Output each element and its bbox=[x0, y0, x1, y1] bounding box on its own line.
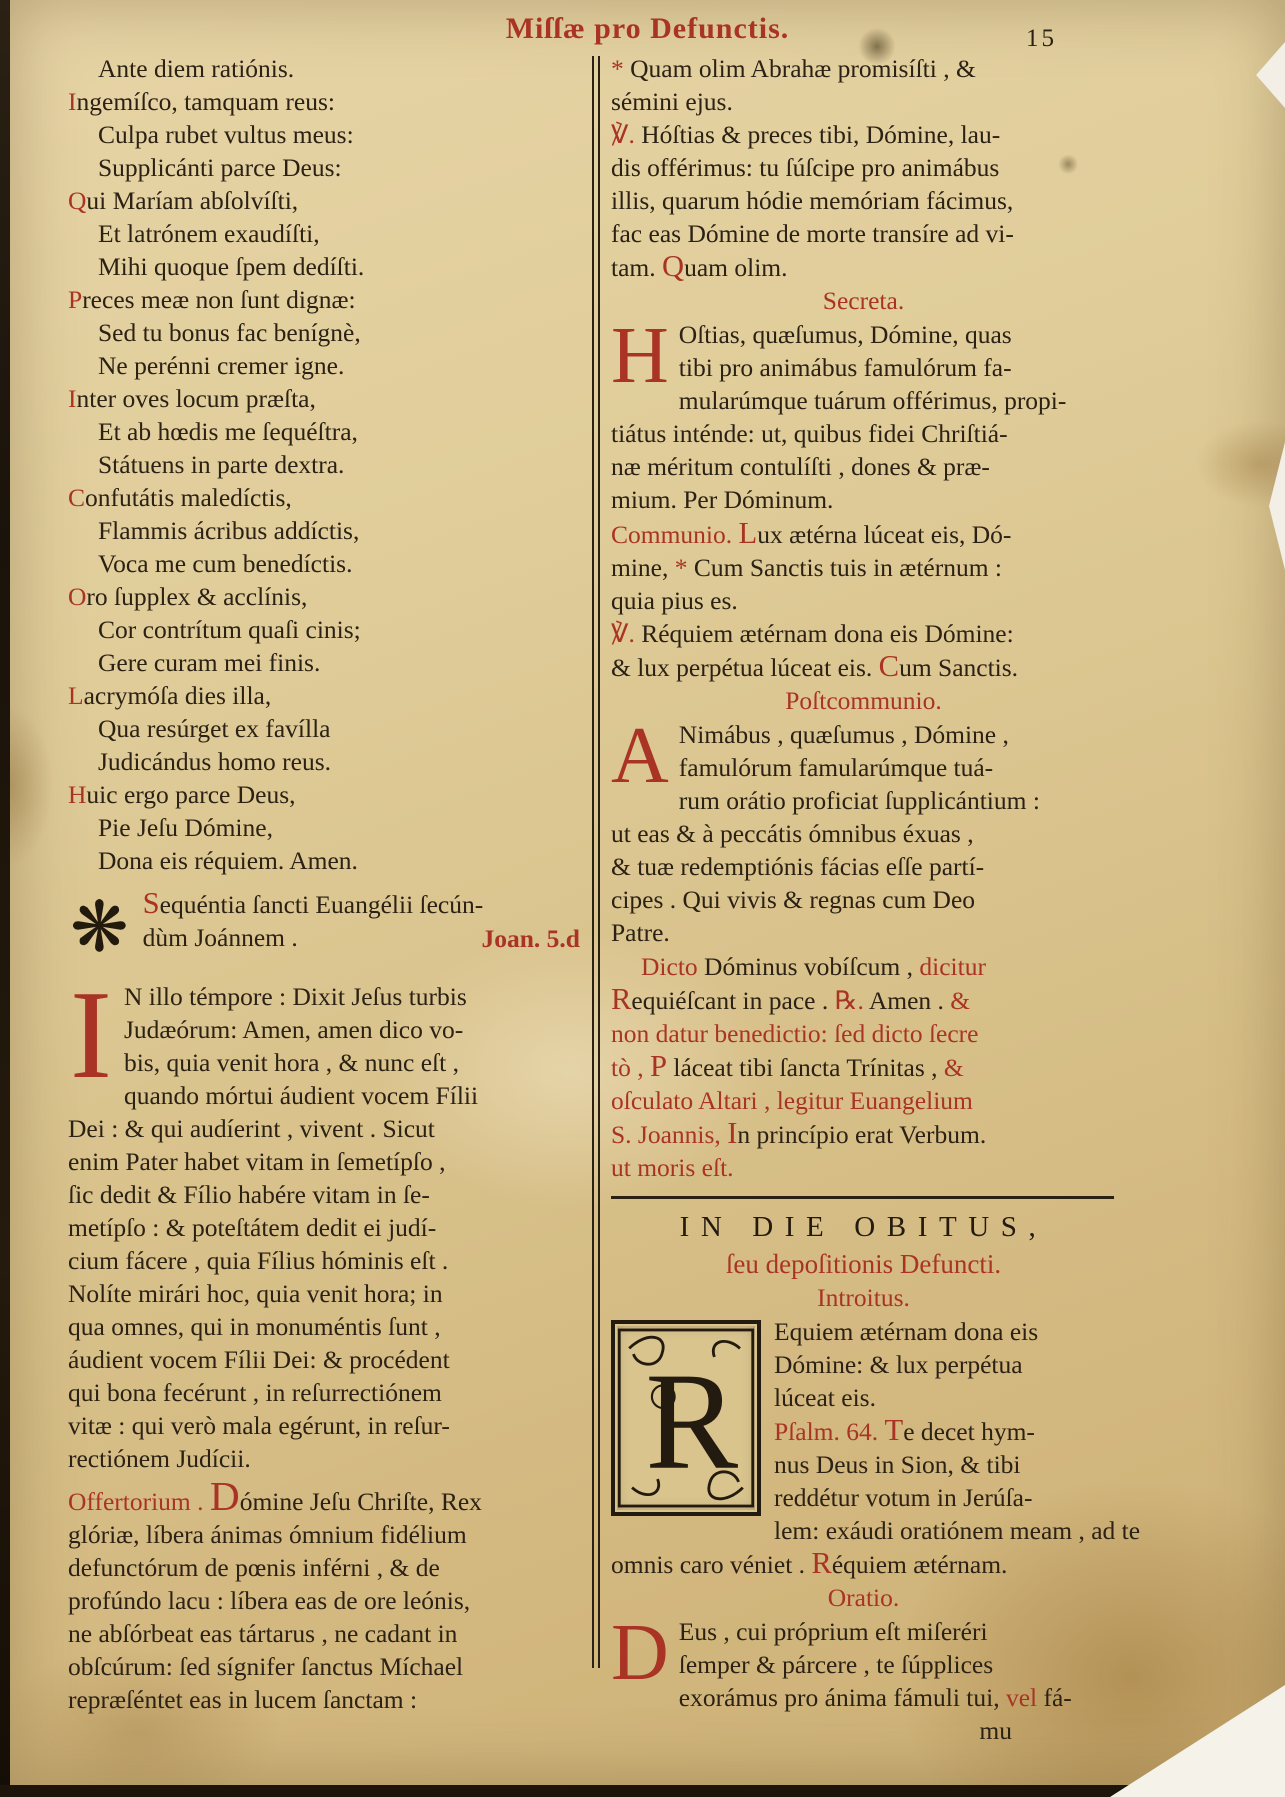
text-line: profúndo lacu : líbera eas de ore leónis, bbox=[68, 1586, 471, 1615]
text-line: Qua resúrget ex favílla bbox=[98, 714, 331, 743]
printer-ornament-icon: ❋ bbox=[70, 886, 129, 968]
text-line: dùm Joánnem . bbox=[142, 923, 298, 952]
page-number: 15 bbox=[1026, 25, 1057, 52]
text-line: defunctórum de pœnis inférni , & de bbox=[68, 1553, 440, 1582]
text-line: Ingemíſco, tamquam reus: bbox=[68, 87, 335, 116]
drop-cap-I: I bbox=[70, 966, 112, 1105]
text-line: Offertorium . Dómine Jeſu Chriſte, Rex bbox=[68, 1473, 482, 1519]
text-line: omnis caro véniet . Réquiem ætérnam. bbox=[611, 1546, 1008, 1580]
oratio-paragraph bbox=[611, 1609, 1116, 1714]
text-line: & lux perpétua lúceat eis. Cum Sanctis. bbox=[611, 649, 1019, 683]
secreta-heading: Secreta. bbox=[822, 286, 905, 315]
text-line: Cor contrítum quaſi cinis; bbox=[98, 615, 361, 644]
text-line: Pſalm. 64. Te decet hym- bbox=[774, 1413, 1035, 1447]
text-line: Supplicánti parce Deus: bbox=[98, 153, 342, 182]
text-line: reddétur votum in Jerúſa- bbox=[774, 1483, 1033, 1512]
text-line: repræſéntet eas in lucem ſanctam : bbox=[68, 1685, 418, 1714]
text-line: exorámus pro ánima fámuli tui, vel fá- bbox=[678, 1683, 1072, 1712]
text-line: Et latrónem exaudíſti, bbox=[98, 219, 320, 248]
text-line: áudient vocem Fílii Dei: & procédent bbox=[68, 1345, 450, 1374]
text-line: cium fácere , quia Fílius hóminis eſt . bbox=[68, 1246, 449, 1275]
text-line: Nolíte mirári hoc, quia venit hora; in bbox=[68, 1279, 443, 1308]
text-line: Dona eis réquiem. Amen. bbox=[98, 846, 358, 875]
text-line: ℣. Hóſtias & preces tibi, Dómine, lau- bbox=[611, 120, 1001, 149]
text-line: næ méritum contulíſti , dones & præ- bbox=[611, 452, 990, 481]
text-line: bis, quia venit hora , & nunc eſt , bbox=[123, 1048, 459, 1077]
text-line: Oſtias, quæſumus, Dómine, quas bbox=[678, 320, 1012, 349]
text-line: Dicto Dóminus vobíſcum , dicitur bbox=[641, 952, 986, 981]
text-line: Communio. Lux ætérna lúceat eis, Dó- bbox=[611, 516, 1012, 550]
text-line: ſemper & párcere , te ſúpplices bbox=[678, 1650, 994, 1679]
text-line: non datur benedictio: ſed dicto ſecre bbox=[611, 1019, 979, 1048]
sequentia-heading-block bbox=[68, 887, 582, 975]
text-line: Culpa rubet vultus meus: bbox=[98, 120, 354, 149]
secreta-paragraph bbox=[611, 312, 1116, 516]
text-line: Gere curam mei finis. bbox=[98, 648, 321, 677]
text-line: * Quam olim Abrahæ promisíſti , & bbox=[611, 54, 976, 83]
text-line: glóriæ, líbera ánimas ómnium fidélium bbox=[68, 1520, 467, 1549]
book-page bbox=[10, 0, 1285, 1785]
postcommunio-paragraph bbox=[611, 712, 1116, 949]
text-line: ut eas & à peccátis ómnibus éxuas , bbox=[611, 819, 974, 848]
text-line: ne abſórbeat eas tártarus , ne cadant in bbox=[68, 1619, 458, 1648]
introitus-paragraph bbox=[611, 1315, 1141, 1581]
text-line: obſcúrum: ſed sígnifer ſanctus Míchael bbox=[68, 1652, 464, 1681]
text-line: Et ab hœdis me ſequéſtra, bbox=[98, 417, 358, 446]
text-line: Ne perénni cremer igne. bbox=[98, 351, 345, 380]
text-line: & tuæ redemptiónis fácias eſſe partí- bbox=[611, 852, 985, 881]
oratio-text bbox=[611, 1609, 1116, 1714]
text-line: dis offérimus: tu ſúſcipe pro animábus bbox=[611, 153, 1000, 182]
text-line: Inter oves locum præſta, bbox=[68, 384, 316, 413]
text-line: Sequéntia ſancti Euangélii ſecún- bbox=[142, 886, 484, 920]
text-line: Patre. bbox=[611, 918, 670, 947]
in-die-obitus-title: IN DIE OBITUS, bbox=[679, 1211, 1048, 1243]
woodcut-initial-R bbox=[611, 1320, 761, 1516]
woodcut-initial-decoration bbox=[615, 1324, 757, 1512]
text-line: Equiem ætérnam dona eis bbox=[774, 1317, 1039, 1346]
postcommunio-heading: Poſtcommunio. bbox=[785, 686, 942, 715]
text-line: vitæ : qui verò mala egérunt, in reſur- bbox=[68, 1411, 450, 1440]
text-line: Lacrymóſa dies illa, bbox=[68, 681, 272, 710]
quam-olim-block bbox=[611, 52, 1116, 284]
introitus-heading: Introitus. bbox=[817, 1283, 910, 1312]
text-line: illis, quarum hódie memóriam fácimus, bbox=[611, 186, 1014, 215]
drop-cap-H: H bbox=[611, 312, 669, 400]
text-line: qui bona fecérunt , in reſurrectiónem bbox=[68, 1378, 442, 1407]
dies-irae-poem bbox=[68, 52, 582, 877]
text-line: mium. Per Dóminum. bbox=[611, 485, 834, 514]
text-line: ℣. Réquiem ætérnam dona eis Dómine: bbox=[611, 619, 1014, 648]
text-line: N illo témpore : Dixit Jeſus turbis bbox=[123, 982, 467, 1011]
text-line: cipes . Qui vivis & regnas cum Deo bbox=[611, 885, 976, 914]
text-line: Judæórum: Amen, amen dico vo- bbox=[123, 1015, 464, 1044]
text-line: Dómine: & lux perpétua bbox=[774, 1350, 1023, 1379]
section-rule bbox=[611, 1196, 1114, 1199]
text-line: Voca me cum benedíctis. bbox=[98, 549, 353, 578]
text-line: Huic ergo parce Deus, bbox=[68, 780, 296, 809]
text-line: lúceat eis. bbox=[774, 1383, 876, 1412]
page-edge-bottom bbox=[0, 1785, 1285, 1797]
gospel-paragraph bbox=[68, 966, 582, 1475]
text-line: fac eas Dómine de morte transíre ad vi- bbox=[611, 219, 1014, 248]
running-title: Miſſæ pro Defunctis. bbox=[505, 12, 790, 45]
text-line: Dei : & qui audíerint , vivent . Sicut bbox=[68, 1114, 435, 1143]
text-line: Confutátis maledíctis, bbox=[68, 483, 292, 512]
text-line: quia pius es. bbox=[611, 586, 738, 615]
text-line: Pie Jeſu Dómine, bbox=[98, 813, 273, 842]
text-line: tiátus inténde: ut, quibus fidei Chriſtiá- bbox=[611, 419, 1008, 448]
text-line: Judicándus homo reus. bbox=[98, 747, 332, 776]
text-line: tibi pro animábus famulórum fa- bbox=[678, 353, 1012, 382]
left-column bbox=[68, 52, 582, 1747]
dicto-rubric-paragraph bbox=[611, 950, 1116, 1184]
oratio-heading: Oratio. bbox=[827, 1583, 900, 1612]
text-line: mine, * Cum Sanctis tuis in ætérnum : bbox=[611, 553, 1003, 582]
right-column bbox=[611, 52, 1141, 1747]
text-line: Státuens in parte dextra. bbox=[98, 450, 345, 479]
text-line: ut moris eſt. bbox=[611, 1153, 734, 1182]
text-line: Nimábus , quæſumus , Dómine , bbox=[678, 720, 1009, 749]
text-columns bbox=[68, 52, 1141, 1747]
gospel-text bbox=[68, 966, 582, 1475]
text-line: ſic dedit & Fílio habére vitam in ſe- bbox=[68, 1180, 430, 1209]
text-line: Preces meæ non ſunt dignæ: bbox=[68, 285, 356, 314]
obitus-subtitle: ſeu depoſitionis Defuncti. bbox=[725, 1249, 1002, 1279]
postcommunio-text bbox=[611, 712, 1116, 949]
text-line: Requiéſcant in pace . ℞. Amen . & bbox=[611, 982, 971, 1016]
drop-cap-A: A bbox=[611, 712, 669, 800]
secreta-text bbox=[611, 312, 1116, 516]
scripture-reference: Joan. 5.d bbox=[481, 924, 580, 953]
text-line: rum orátio proficiat ſupplicántium : bbox=[678, 786, 1040, 815]
drop-cap-D: D bbox=[611, 1609, 669, 1697]
communio-paragraph bbox=[611, 517, 1116, 684]
text-line: Eus , cui próprium eſt miſeréri bbox=[678, 1617, 988, 1646]
text-line: Flammis ácribus addíctis, bbox=[98, 516, 360, 545]
text-line: sémini ejus. bbox=[611, 87, 733, 116]
text-line: enim Pater habet vitam in ſemetípſo , bbox=[68, 1147, 446, 1176]
text-line: Mihi quoque ſpem dedíſti. bbox=[98, 252, 365, 281]
text-line: oſculato Altari , legitur Euangelium bbox=[611, 1086, 973, 1115]
text-line: qua omnes, qui in monuméntis ſunt , bbox=[68, 1312, 441, 1341]
offertorium-paragraph bbox=[68, 1473, 582, 1716]
text-line: nus Deus in Sion, & tibi bbox=[774, 1450, 1021, 1479]
text-line: metípſo : & poteſtátem dedit ei judí- bbox=[68, 1213, 437, 1242]
text-line: S. Joannis, In princípio erat Verbum. bbox=[611, 1116, 987, 1150]
column-divider-rule bbox=[592, 56, 601, 1668]
text-line: mularúmque tuárum offérimus, propi- bbox=[678, 386, 1067, 415]
text-line: Ante diem ratiónis. bbox=[98, 54, 295, 83]
catchword: mu bbox=[979, 1716, 1012, 1745]
text-line: tò , P láceat tibi ſancta Trínitas , & bbox=[611, 1049, 964, 1083]
text-line: lem: exáudi oratiónem meam , ad te bbox=[774, 1516, 1141, 1545]
text-line: Qui Maríam abſolvíſti, bbox=[68, 186, 299, 215]
text-line: quando mórtui áudient vocem Fílii bbox=[123, 1081, 479, 1110]
text-line: rectiónem Judícii. bbox=[68, 1444, 251, 1473]
text-line: Sed tu bonus fac benígnè, bbox=[98, 318, 361, 347]
page-edge-left bbox=[0, 0, 10, 1797]
text-line: famulórum famularúmque tuá- bbox=[678, 753, 994, 782]
svg-text:R: R bbox=[645, 1344, 739, 1499]
text-line: Oro ſupplex & acclínis, bbox=[68, 582, 308, 611]
text-line: tam. Quam olim. bbox=[611, 249, 788, 283]
